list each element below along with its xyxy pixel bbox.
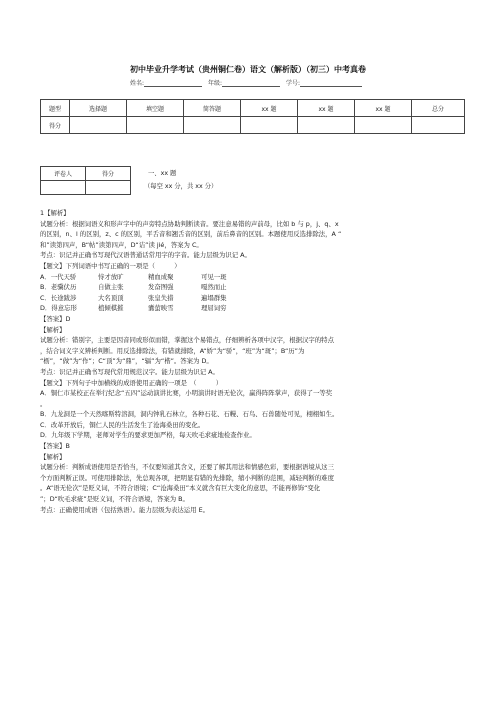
option-item: B．老骥伏历	[40, 283, 77, 292]
score-cell[interactable]	[355, 117, 412, 134]
table-cell: xx 题	[355, 100, 412, 117]
analysis-label: 【解析】	[40, 325, 66, 334]
score-cell[interactable]	[86, 181, 131, 195]
option-row	[40, 272, 460, 283]
text-line: 试题分析：根据词语义和形声字中的声旁特点协助判断读音。要注意易错的声前母，比如 b 与 p，j、q、x	[40, 219, 339, 228]
option-line: 。	[40, 399, 47, 408]
option-item: 精血成聚	[148, 272, 174, 281]
q3-stem: 【题文】下列句子中加横线的成语使用正确的一项是 （ ）	[40, 378, 223, 387]
option-item: 发奋图强	[148, 283, 174, 292]
answer-line: 【答案】B	[40, 442, 70, 451]
text-line: 。A“语无伦次”是贬义词，不符合语境；C“沧海桑田”本义就含有巨大变化的意思，不能再修饰“变化	[40, 484, 321, 493]
score-cell[interactable]	[127, 117, 184, 134]
option-line: D．九年级下学期，老师对学生的要求更加严格，每天吹毛求疵地检查作业。	[40, 431, 256, 440]
text-line: 考点：识记并正确书写现代常用规范汉字。能力层级为识记 A。	[40, 367, 219, 376]
option-row	[40, 282, 460, 293]
table-cell: xx 题	[241, 100, 298, 117]
table-cell: 简答题	[184, 100, 241, 117]
table-cell: 得分	[86, 167, 131, 181]
number-field[interactable]	[300, 80, 362, 87]
grade-label: 年级:	[207, 80, 223, 87]
score-table	[40, 99, 465, 134]
text-line: 试题分析：判断成语使用是否恰当，不仅要知道其含义，还要了解其用法和情感色彩，要根据语境从这三	[40, 463, 334, 472]
option-item: 自做主张	[98, 283, 124, 292]
name-field[interactable]	[144, 80, 202, 87]
option-item: 嘎然而止	[201, 283, 227, 292]
option-line: C．改革开放后，铜仁人民的生活发生了沧海桑田的变化。	[40, 420, 205, 429]
score-cell[interactable]	[184, 117, 241, 134]
text-line: 和”读第四声，B“帖”读第四声，D“诘”读 jié，答案为 C。	[40, 240, 203, 249]
q1-label: 1【解析】	[40, 209, 70, 217]
score-cell[interactable]	[241, 117, 298, 134]
option-item: D．得意忘形	[40, 304, 77, 313]
option-row	[40, 293, 460, 304]
text-line: 的区别，n、l 的区别，z、c 的区别，平舌音和翘舌音的区别，前后鼻音的区别。本题使用反选排除法，A “	[40, 230, 342, 239]
table-cell: 总分	[412, 100, 465, 117]
text-line: 试题分析：错别字，主要是因音同或形似而错，掌握这个易错点，仔细辨析各项中汉字，根据汉字的特点	[40, 336, 334, 345]
name-label: 姓名:	[130, 80, 145, 87]
section-heading: 一、xx 题	[148, 170, 177, 177]
option-item: 理屈词穷	[201, 304, 227, 313]
option-item: 遍塌群集	[201, 293, 227, 302]
text-line: 考点：识记并正确书写现代汉语普通话常用字的字音。能力层级为识记 A。	[40, 251, 251, 260]
score-table-header-row	[41, 100, 465, 117]
option-item: 可见一斑	[201, 272, 227, 281]
table-cell: 选择题	[70, 100, 127, 117]
rater-table-header-row	[41, 167, 131, 181]
text-line: 个方面判断正误。可使用排除法，先总观各项，把明显有错的先排除，缩小判断的范围，减轻判断的难度	[40, 473, 334, 482]
analysis-label: 【解析】	[40, 452, 66, 461]
text-line: 考点：正确使用成语（包括熟语）。能力层级为表达运用 E。	[40, 505, 210, 514]
rater-table	[40, 166, 131, 195]
rater-cell[interactable]	[41, 181, 86, 195]
table-cell: xx 题	[298, 100, 355, 117]
score-cell[interactable]	[70, 117, 127, 134]
option-item: C．长途跋涉	[40, 293, 77, 302]
q2-stem: 【题文】下列词语中书写正确的一项是（ ）	[40, 261, 181, 270]
text-line: ，结合词义字义辨析判断。用反选排除法，有错就排除，A“娇”为“骄”，“班”为“斑”；B“历”为	[40, 346, 305, 355]
option-item: 植倾棋摧	[98, 304, 124, 313]
option-line: A．铜仁市某校正在举行纪念“五四”运动演讲比赛，小明演讲时语无伦次，赢得阵阵掌声，获得了一等奖	[40, 389, 333, 398]
table-cell: 评卷人	[41, 167, 86, 181]
section-note: （每空 xx 分，共 xx 分）	[144, 183, 218, 190]
rater-table-blank-row	[41, 181, 131, 195]
option-item: 囊萤映雪	[148, 304, 174, 313]
answer-line: 【答案】D	[40, 314, 71, 323]
score-table-score-row	[41, 117, 465, 134]
option-item: 恃才放旷	[98, 272, 124, 281]
option-line: B．九龙洞是一个天然喀斯特溶洞，洞内钟乳石林立，各种石花、石幔、石鸟、石兽随处可见，栩栩如生。	[40, 410, 339, 419]
option-item: 张皇失措	[148, 293, 174, 302]
number-label: 学号:	[285, 80, 300, 87]
text-line: “枥”，“做”为“作”；C“顶”为“鼎”，“辐”为“楷”。答案为 D。	[40, 357, 213, 366]
text-line: ”；D“吹毛求疵”是贬义词，不符合语境，答案为 B。	[40, 495, 189, 504]
table-cell: 填空题	[127, 100, 184, 117]
option-item: 大名顶顶	[98, 293, 124, 302]
student-info-line	[0, 78, 496, 87]
document-body	[40, 208, 460, 515]
table-cell: 题型	[41, 100, 70, 117]
grade-field[interactable]	[222, 80, 280, 87]
score-cell[interactable]	[298, 117, 355, 134]
table-cell: 得分	[41, 117, 70, 134]
score-cell[interactable]	[412, 117, 465, 134]
document-title: 初中毕业升学考试（贵州铜仁卷）语文（解析版）（初三）中考真卷	[130, 65, 366, 74]
option-item: A．一代天骄	[40, 272, 77, 281]
option-row	[40, 303, 460, 314]
